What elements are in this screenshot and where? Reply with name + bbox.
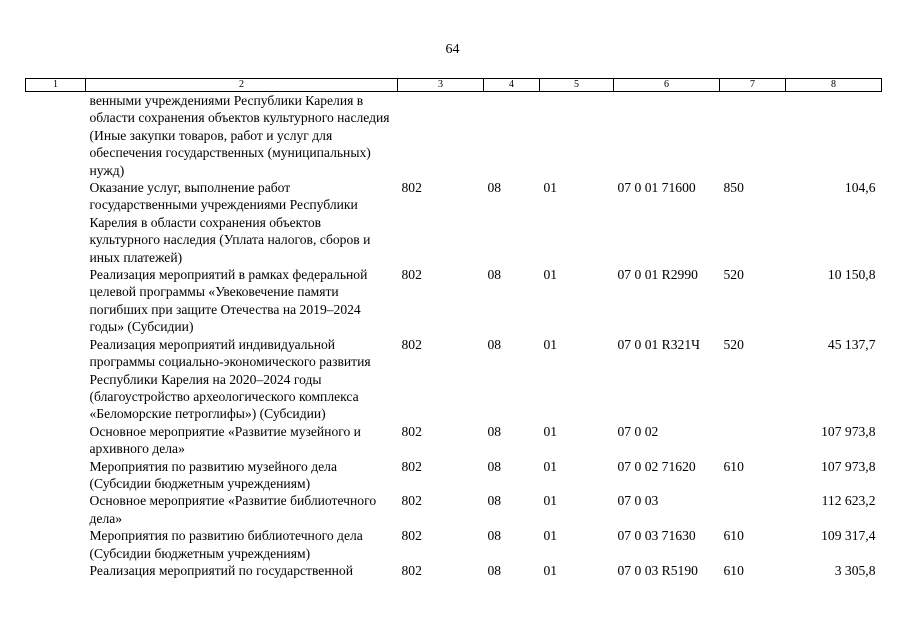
- section-code-cell: 08: [487, 423, 502, 439]
- item-name-cell: Основное мероприятие «Развитие библиотечного дела»: [89, 493, 377, 526]
- page-number: 64: [445, 42, 460, 57]
- header-col-2: 2: [86, 79, 398, 92]
- table-row: [26, 423, 882, 458]
- table-row: [26, 527, 882, 562]
- expense-type-cell: [720, 92, 786, 180]
- target-code-cell: 07 0 01 R321Ч: [617, 336, 700, 352]
- header-col-5: 5: [540, 79, 614, 92]
- subsection-code-cell: 01: [543, 336, 558, 352]
- expense-type-cell: [720, 423, 786, 458]
- item-name-cell: Оказание услуг, выполнение работ государственными учреждениями Республики Карелия в области сохранения объектов культурного наследия (Уплата налогов, сборов и иных платежей): [89, 180, 371, 265]
- section-code-cell: 08: [487, 267, 502, 283]
- expense-type-cell: 520: [723, 336, 744, 352]
- target-code-cell: 07 0 02 71620: [617, 458, 696, 474]
- expense-type-cell: [720, 492, 786, 527]
- amount-cell: 107 973,8: [821, 458, 876, 474]
- row-number-cell: [26, 527, 86, 562]
- expense-type-cell: 610: [723, 528, 744, 544]
- header-col-6: 6: [614, 79, 720, 92]
- subsection-code-cell: 01: [543, 458, 558, 474]
- header-col-8: 8: [786, 79, 882, 92]
- table-body: [26, 92, 882, 580]
- subsection-code-cell: 01: [543, 423, 558, 439]
- item-name-cell: Основное мероприятие «Развитие музейного и архивного дела»: [89, 423, 361, 457]
- section-code-cell: [484, 92, 540, 180]
- section-code-cell: 08: [487, 458, 502, 474]
- target-code-cell: 07 0 03: [617, 493, 659, 509]
- subsection-code-cell: [540, 92, 614, 180]
- header-col-1: 1: [26, 79, 86, 92]
- amount-cell: 10 150,8: [827, 267, 876, 283]
- expense-type-cell: 850: [723, 180, 744, 196]
- row-number-cell: [26, 562, 86, 579]
- table-row: [26, 492, 882, 527]
- target-code-cell: 07 0 03 71630: [617, 528, 696, 544]
- ministry-code-cell: 802: [401, 562, 422, 578]
- row-number-cell: [26, 179, 86, 266]
- row-number-cell: [26, 336, 86, 423]
- expense-type-cell: 610: [723, 458, 744, 474]
- header-col-7: 7: [720, 79, 786, 92]
- item-name-cell: Реализация мероприятий индивидуальной программы социально-экономического развития Республики Карелия на 2020–2024 годы (благоустройство археологического комплекса «Беломорские петроглифы») (Субсидии): [89, 336, 371, 422]
- header-col-3: 3: [398, 79, 484, 92]
- table-row: [26, 179, 882, 266]
- amount-cell: 3 305,8: [834, 562, 876, 578]
- ministry-code-cell: 802: [401, 423, 422, 439]
- target-code-cell: [614, 92, 720, 180]
- item-name-cell: Реализация мероприятий в рамках федеральной целевой программы «Увековечение памяти погибших при защите Отечества на 2019–2024 годы» (Субсидии): [89, 267, 368, 335]
- table-row: [26, 92, 882, 180]
- row-number-cell: [26, 423, 86, 458]
- section-code-cell: 08: [487, 528, 502, 544]
- amount-cell: 109 317,4: [821, 528, 876, 544]
- subsection-code-cell: 01: [543, 528, 558, 544]
- item-name-cell: Мероприятия по развитию библиотечного дела (Субсидии бюджетным учреждениям): [89, 528, 363, 561]
- target-code-cell: 07 0 01 71600: [617, 180, 696, 196]
- header-col-4: 4: [484, 79, 540, 92]
- expense-type-cell: 520: [723, 267, 744, 283]
- table-row: [26, 562, 882, 579]
- target-code-cell: 07 0 03 R5190: [617, 562, 698, 578]
- section-code-cell: 08: [487, 562, 502, 578]
- budget-table: [25, 78, 882, 579]
- ministry-code-cell: 802: [401, 493, 422, 509]
- item-name-cell: Реализация мероприятий по государственной: [89, 562, 353, 578]
- ministry-code-cell: 802: [401, 458, 422, 474]
- row-number-cell: [26, 92, 86, 180]
- amount-cell: 107 973,8: [821, 423, 876, 439]
- subsection-code-cell: 01: [543, 180, 558, 196]
- ministry-code-cell: 802: [401, 336, 422, 352]
- section-code-cell: 08: [487, 336, 502, 352]
- item-name-cell: венными учреждениями Республики Карелия в области сохранения объектов культурного наследия (Иные закупки товаров, работ и услуг для обеспечения государственных (муниципальных) нужд): [89, 93, 390, 178]
- subsection-code-cell: 01: [543, 562, 558, 578]
- row-number-cell: [26, 458, 86, 493]
- table-row: [26, 266, 882, 336]
- item-name-cell: Мероприятия по развитию музейного дела (Субсидии бюджетным учреждениям): [89, 458, 337, 491]
- table-row: [26, 458, 882, 493]
- row-number-cell: [26, 266, 86, 336]
- subsection-code-cell: 01: [543, 493, 558, 509]
- table-row: [26, 336, 882, 423]
- amount-cell: 45 137,7: [827, 336, 876, 352]
- amount-cell: 112 623,2: [821, 493, 876, 509]
- amount-cell: [786, 92, 882, 180]
- ministry-code-cell: 802: [401, 180, 422, 196]
- ministry-code-cell: 802: [401, 267, 422, 283]
- table-header: [26, 79, 882, 92]
- expense-type-cell: 610: [723, 562, 744, 578]
- target-code-cell: 07 0 02: [617, 423, 659, 439]
- header-row: [26, 79, 882, 92]
- target-code-cell: 07 0 01 R2990: [617, 267, 698, 283]
- row-number-cell: [26, 492, 86, 527]
- amount-cell: 104,6: [844, 180, 876, 196]
- ministry-code-cell: 802: [401, 528, 422, 544]
- subsection-code-cell: 01: [543, 267, 558, 283]
- section-code-cell: 08: [487, 180, 502, 196]
- section-code-cell: 08: [487, 493, 502, 509]
- ministry-code-cell: [398, 92, 484, 180]
